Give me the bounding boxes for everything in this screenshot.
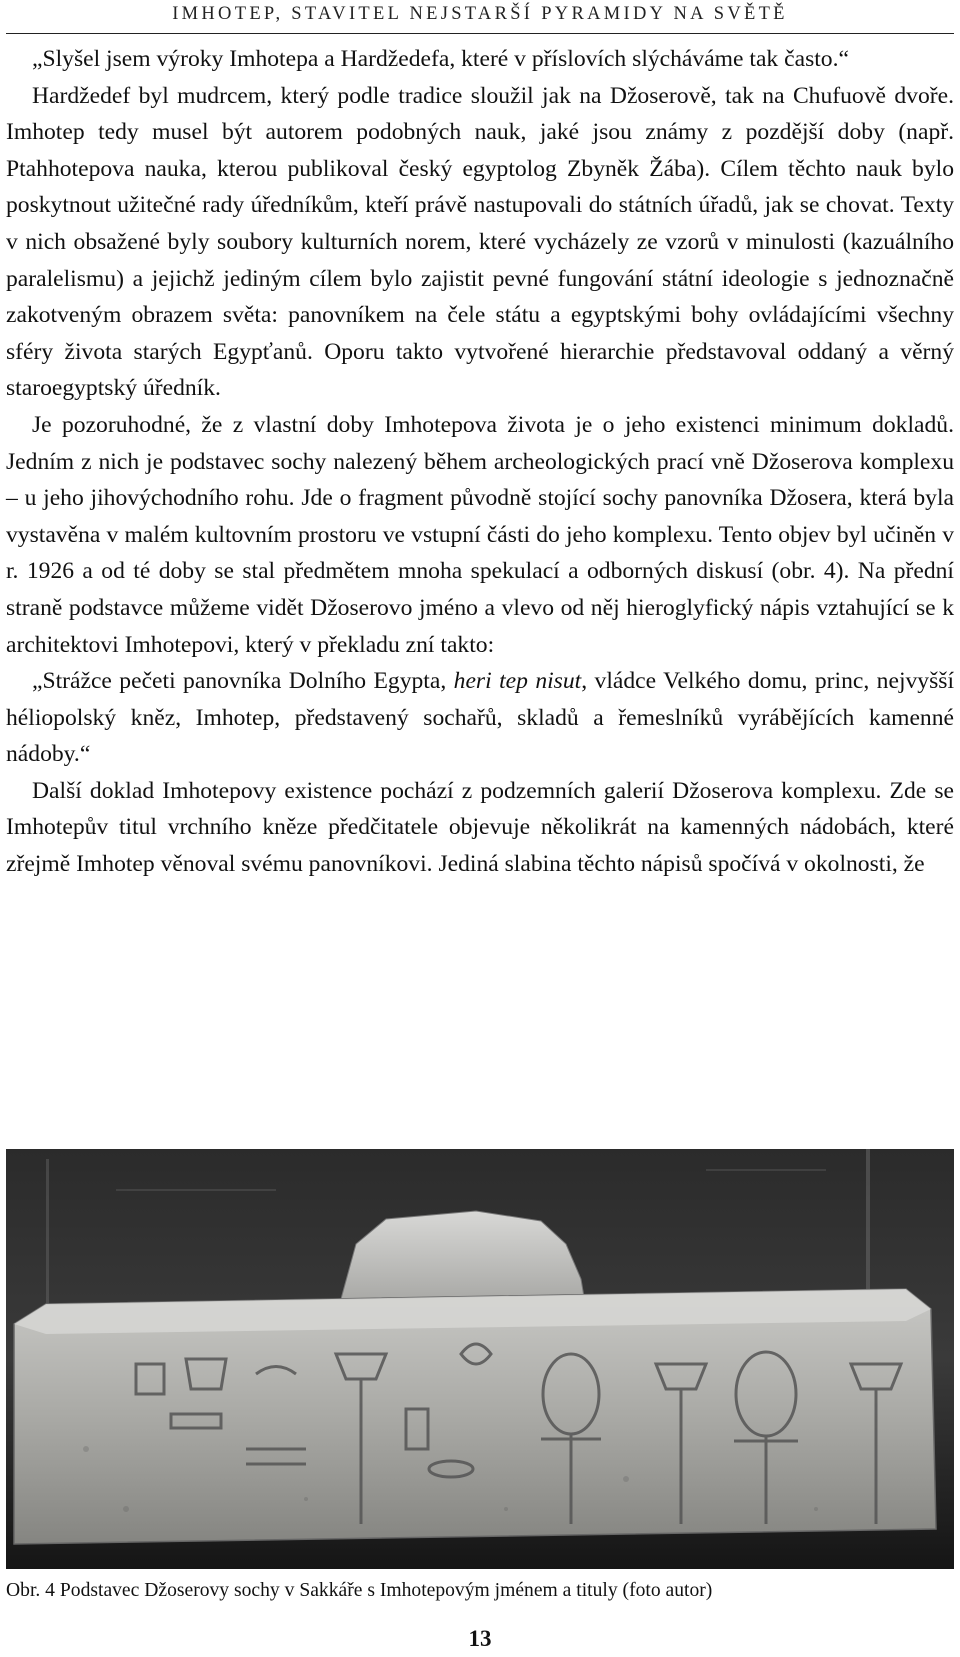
quote-end: , vládce Velkého domu, princ, nejvyšší héliopolský kněz, Imhotep, představený sochařů, skladů a řemeslníků vyrábějících kamenné nádoby.“	[6, 668, 955, 768]
body-text	[6, 41, 954, 883]
page-number: 13	[468, 1626, 492, 1651]
paragraph-quote-hardzedef: „Slyšel jsem výroky Imhotepa a Hardžedefa, které v příslovích slýcháváme tak často.“	[32, 46, 849, 72]
figure-photo-statue-base	[6, 1149, 954, 1569]
running-title: IMHOTEP, STAVITEL NEJSTARŠÍ PYRAMIDY NA SVĚTĚ	[172, 4, 788, 24]
header-rule	[6, 33, 954, 34]
statue-base-photo	[6, 1149, 954, 1569]
paragraph-stone-vessels: Další doklad Imhotepovy existence pochází z podzemních galerií Džoserova komplexu. Zde se Imhotepův titul vrchního kněze předčitatele objevuje několikrát na kamenných nádobách, které zřejmě Imhotep věnoval svému panovníkovi. Jediná slabina těchto nápisů spočívá v okolnosti, že	[6, 777, 954, 878]
paragraph-teachings: Hardžedef byl mudrcem, který podle tradice sloužil jak na Džoserově, tak na Chufuově dvoře. Imhotep tedy musel být autorem podobných nauk, jaké jsou známy z pozdější doby (např. Ptahhotepova nauka, kterou publikoval český egyptolog Zbyněk Žába). Cílem těchto nauk bylo poskytnout užitečné rady úředníkům, kteří právě nastupovali do státních úřadů, jak se chovat. Texty v nich obsažené byly soubory kulturních norem, které vycházely ze vzorů v minulosti (kazuálního paralelismu) a jejichž jediným cílem bylo zajistit pevné fungování státní ideologie s jednoznačně zakotveným obrazem světa: panovníkem na čele státu a egyptskými bohy ovládajícími všechny sféry života starých Egypťanů. Oporu takto vytvořené hierarchie představoval oddaný a věrný staroegyptský úředník.	[6, 82, 954, 402]
paragraph-inscription-translation	[6, 663, 954, 773]
title-heri-tep-nisut: heri tep nisut	[453, 668, 582, 695]
quote-start: „Strážce pečeti panovníka Dolního Egypta,	[32, 668, 454, 695]
running-header	[0, 0, 960, 34]
paragraph-statue-base: Je pozoruhodné, že z vlastní doby Imhotepova života je o jeho existenci minimum dokladů. Jedním z nich je podstavec sochy nalezený během archeologických prací vně Džoserova komplexu – u jeho jihovýchodního rohu. Jde o fragment původně stojící sochy panovníka Džosera, která byla vystavěna v malém kultovním prostoru ve vstupní části do jeho komplexu. Tento objev byl učiněn v r. 1926 a od té doby se stal předmětem mnoha spekulací a odborných diskusí (obr. 4). Na přední straně podstavce můžeme vidět Džoserovo jméno a vlevo od něj hieroglyfický nápis vztahující se k architektovi Imhotepovi, který v překladu zní takto:	[6, 411, 954, 658]
figure-caption: Obr. 4 Podstavec Džoserovy sochy v Sakkáře s Imhotepovým jménem a tituly (foto autor)	[6, 1580, 713, 1601]
